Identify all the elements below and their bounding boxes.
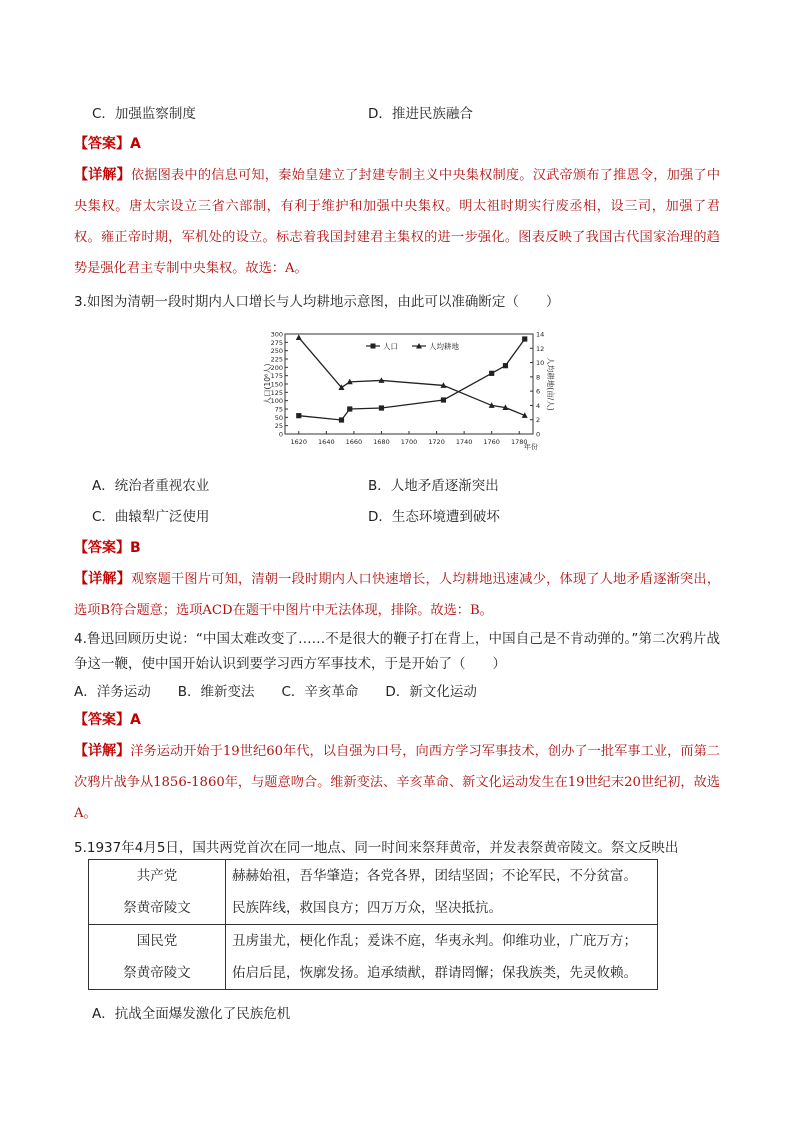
legend-label-farmland: 人均耕地: [429, 342, 459, 351]
population-point: [489, 371, 494, 376]
detail-text: 观察题干图片可知，清朝一段时期内人口快速增长，人均耕地迅速减少，体现了人地矛盾逐渐突出，选项B符合题意；选项ACD在题干中图片中无法体现，排除。故选：B。: [74, 572, 721, 618]
y-right-tick-label: 10: [536, 359, 545, 368]
party-name: 国民党: [136, 933, 178, 949]
party-text-title: 祭黄帝陵文: [123, 900, 191, 916]
q3-stem: 3.如图为清朝一段时期内人口增长与人均耕地示意图，由此可以准确断定（ ）: [74, 294, 560, 310]
y-left-tick-label: 300: [270, 330, 283, 339]
answer-value: A: [130, 136, 141, 152]
x-tick-label: 1660: [345, 438, 363, 446]
x-tick-label: 1680: [373, 438, 390, 446]
answer-tag: 【答案】: [74, 540, 130, 556]
q3-chart: [262, 326, 555, 456]
q3-option-c: C．曲辕犁广泛使用: [92, 509, 210, 525]
q2-option-d: D．推进民族融合: [368, 106, 473, 122]
y-right-tick-label: 8: [536, 373, 541, 382]
text-cell: [226, 925, 658, 990]
population-point: [522, 336, 527, 341]
detail-tag: 【详解】: [74, 743, 131, 759]
y-left-tick-label: 275: [270, 338, 283, 347]
y-left-tick-label: 75: [274, 405, 283, 414]
y-right-tick-label: 0: [536, 430, 541, 439]
y-right-tick-label: 2: [536, 416, 541, 425]
answer-tag: 【答案】: [74, 136, 130, 152]
q2-detail: [74, 160, 720, 284]
detail-text: 依据图表中的信息可知，秦始皇建立了封建专制主义中央集权制度。汉武帝颁布了推恩令，加强了中央集权。唐太宗设立三省六部制，有利于维护和加强中央集权。明太祖时期实行废丞相，设三司，加强了君权。雍正帝时期，军机处的设立。标志着我国封建君主集权的进一步强化。图表反映了我国古代国家治理的趋势是强化君主专制中央集权。故选：A。: [74, 168, 721, 276]
q3-option-b: B．人地矛盾逐渐突出: [368, 478, 499, 494]
population-point: [441, 397, 446, 402]
q4-stem: 4.鲁迅回顾历史说：“中国太难改变了……不是很大的鞭子打在背上，中国自己是不肯动弹的。”第二次鸦片战争这一鞭，使中国开始认识到要学习西方军事技术，于是开始了（ ）: [74, 631, 720, 672]
q3-option-a: A．统治者重视农业: [92, 478, 210, 494]
y-left-tick-label: 0: [278, 430, 283, 439]
text-line: 民族阵线，救国良方；四万万众，坚决抵抗。: [232, 900, 502, 916]
x-tick-label: 1740: [455, 438, 473, 446]
population-point: [379, 405, 384, 410]
text-line: 丑虏蚩尤，梗化作乱；爰诛不庭，华夷永判。仰维功业，广庇万方；: [232, 933, 637, 949]
detail-text: 洋务运动开始于19世纪60年代，以自强为口号，向西方学习军事技术，创办了一批军事工业，而第二次鸦片战争从1856-1860年，与题意吻合。维新变法、辛亥革命、新文化运动发生在19世纪末20世纪初，故选A。: [74, 744, 720, 821]
party-cell: [89, 860, 226, 925]
y-left-tick-label: 150: [270, 380, 283, 389]
detail-tag: 【详解】: [74, 167, 131, 183]
x-tick-label: 1620: [290, 438, 308, 446]
y-right-tick-label: 14: [536, 330, 545, 339]
table-row: [89, 925, 658, 990]
legend-label-population: 人口: [383, 342, 398, 351]
answer-tag: 【答案】: [74, 712, 130, 728]
population-point: [296, 413, 301, 418]
party-name: 共产党: [136, 868, 178, 884]
population-point: [347, 406, 352, 411]
y-left-tick-label: 125: [270, 388, 283, 397]
q5-stem: 5.1937年4月5日，国共两党首次在同一地点、同一时间来祭拜黄帝，并发表祭黄帝陵文。祭文反映出: [74, 840, 679, 856]
x-tick-label: 1760: [483, 438, 500, 446]
population-point: [503, 363, 508, 368]
y-right-tick-label: 12: [536, 344, 545, 353]
y-left-tick-label: 25: [274, 422, 283, 431]
x-tick-label: 1700: [400, 438, 418, 446]
text-line: 赫赫始祖，吾华肇造；各党各界，团结坚固；不论军民，不分贫富。: [232, 868, 637, 884]
q5-option-a: A．抗战全面爆发激化了民族危机: [92, 1006, 291, 1022]
detail-tag: 【详解】: [74, 571, 131, 587]
y-right-tick-label: 4: [536, 401, 541, 410]
x-tick-label: 1640: [318, 438, 335, 446]
y-right-tick-label: 6: [536, 387, 541, 396]
text-cell: [226, 860, 658, 925]
y-left-tick-label: 225: [270, 355, 283, 364]
q4-detail: [74, 736, 720, 829]
y-left-tick-label: 250: [270, 347, 283, 356]
answer-value: A: [130, 712, 141, 728]
q3-detail: [74, 564, 720, 626]
q3-option-d: D．生态环境遭到破坏: [368, 509, 500, 525]
y-left-label: 人口(10⁶人): [263, 363, 272, 405]
text-line: 佑启后昆，恢廓发扬。追承绩猷，群请罔懈；保我族类，先灵攸赖。: [232, 965, 637, 981]
party-text-title: 祭黄帝陵文: [123, 965, 191, 981]
q4-answer-line: [74, 709, 141, 729]
table-row: [89, 860, 658, 925]
q2-answer-line: [74, 133, 141, 153]
answer-value: B: [130, 540, 141, 556]
x-axis-label: 年份: [524, 443, 538, 451]
legend-marker-square: [371, 344, 376, 349]
q2-option-c: C．加强监察制度: [92, 106, 196, 122]
y-left-tick-label: 100: [270, 397, 283, 406]
q5-table: [88, 859, 658, 990]
q3-answer-line: [74, 537, 141, 557]
y-right-label: 人均耕地(亩/人): [546, 357, 555, 411]
y-left-tick-label: 200: [270, 363, 283, 372]
party-cell: [89, 925, 226, 990]
x-tick-label: 1780: [510, 438, 528, 446]
q4-options: A．洋务运动 B．维新变法 C．辛亥革命 D．新文化运动: [74, 684, 477, 700]
population-point: [339, 417, 344, 422]
y-left-tick-label: 175: [270, 372, 283, 381]
x-tick-label: 1720: [428, 438, 445, 446]
y-left-tick-label: 50: [274, 413, 283, 422]
